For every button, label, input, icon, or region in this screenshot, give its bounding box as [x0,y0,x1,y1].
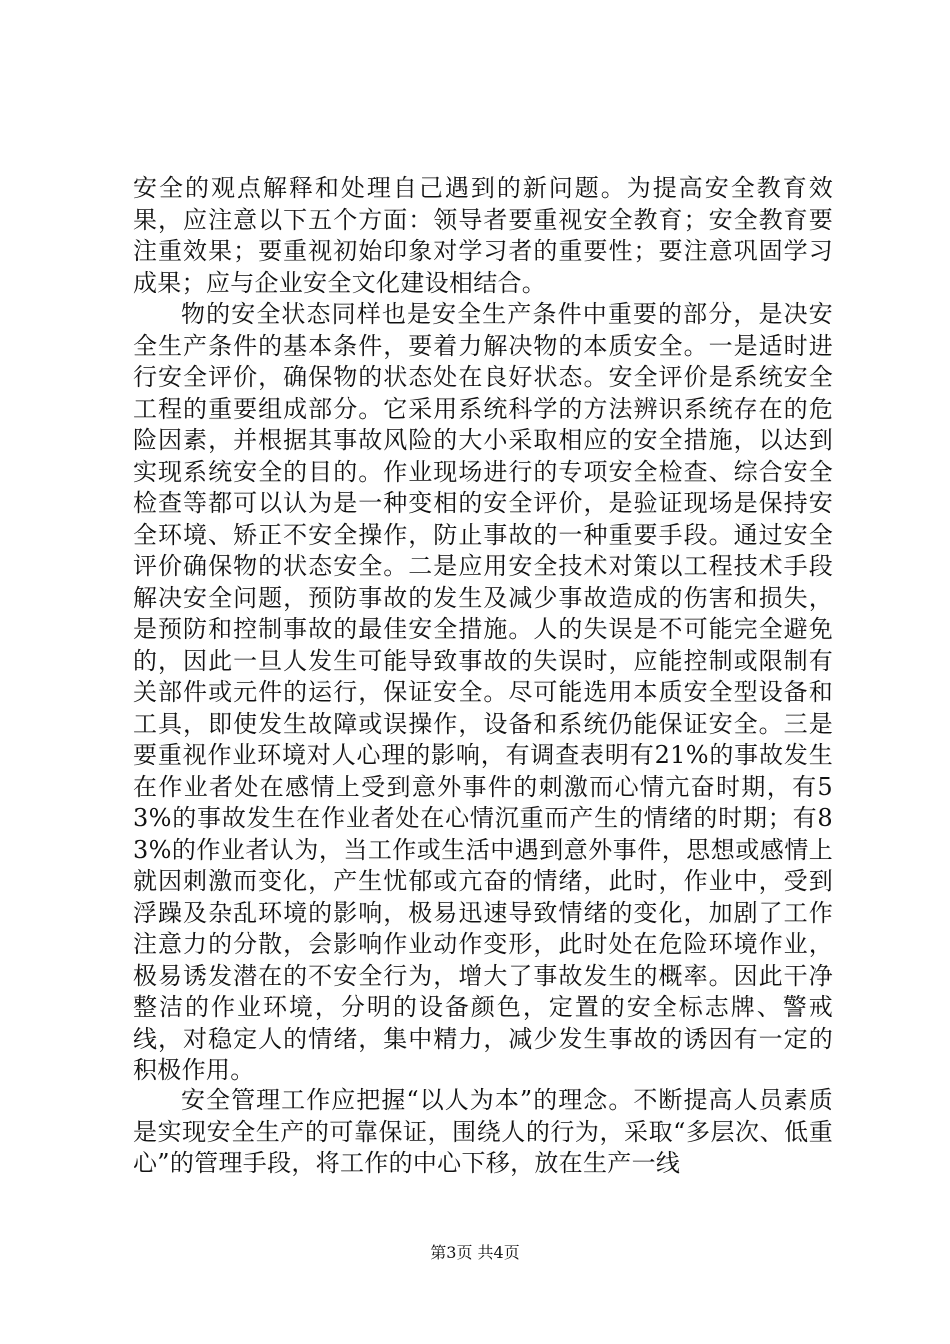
body-text-lower [133,1085,833,1180]
page-number-footer: 第3页 共4页 [430,1243,520,1262]
paragraph-material-safety: 物的安全状态同样也是安全生产条件中重要的部分，是决安全生产条件的基本条件，要着力解决物的本质安全。一是适时进行安全评价，确保物的状态处在良好状态。安全评价是系统安全工程的重要组成部分。它采用系统科学的方法辨识系统存在的危险因素，并根据其事故风险的大小采取相应的安全措施，以达到实现系统安全的目的。作业现场进行的专项安全检查、综合安全检查等都可以认为是一种变相的安全评价，是验证现场是保持安全环境、矫正不安全操作，防止事故的一种重要手段。通过安全评价确保物的状态安全。二是应用安全技术对策以工程技术手段解决安全问题，预防事故的发生及减少事故造成的伤害和损失，是预防和控制事故的最佳安全措施。人的失误是不可能完全避免的，因此一旦人发生可能导致事故的失误时，应能控制或限制有关部件或元件的运行，保证安全。尽可能选用本质安全型设备和工具，即使发生故障或误操作，设备和系统仍能保证安全。三是要重视作业环境对人心理的影响，有调查表明有21%的事故发生在作业者处在感情上受到意外事件的刺激而心情亢奋时期，有53%的事故发生在作业者处在心情沉重而产生的情绪的时期；有83%的作业者认为，当工作或生活中遇到意外事件，思想或感情上就因刺激而变化，产生忧郁或亢奋的情绪，此时，作业中，受到浮躁及杂乱环境的影响，极易迅速导致情绪的变化，加剧了工作注意力的分散，会影响作业动作变形，此时处在危险环境作业，极易诱发潜在的不安全行为，增大了事故发生的概率。因此干净整洁的作业环境，分明的设备颜色，定置的安全标志牌、警戒线，对稳定人的情绪，集中精力，减少发生事故的诱因有一定的积极作用。 [133,300,833,1084]
body-text-upper [133,173,833,1087]
paragraph-people-oriented: 安全管理工作应把握“以人为本”的理念。不断提高人员素质是实现安全生产的可靠保证，围绕人的行为，采取“多层次、低重心”的管理手段，将工作的中心下移，放在生产一线 [133,1086,833,1177]
paragraph-safety-education-continued: 安全的观点解释和处理自己遇到的新问题。为提高安全教育效果，应注意以下五个方面：领导者要重视安全教育；安全教育要注重效果；要重视初始印象对学习者的重要性；要注意巩固学习成果；应与企业安全文化建设相结合。 [133,174,833,297]
